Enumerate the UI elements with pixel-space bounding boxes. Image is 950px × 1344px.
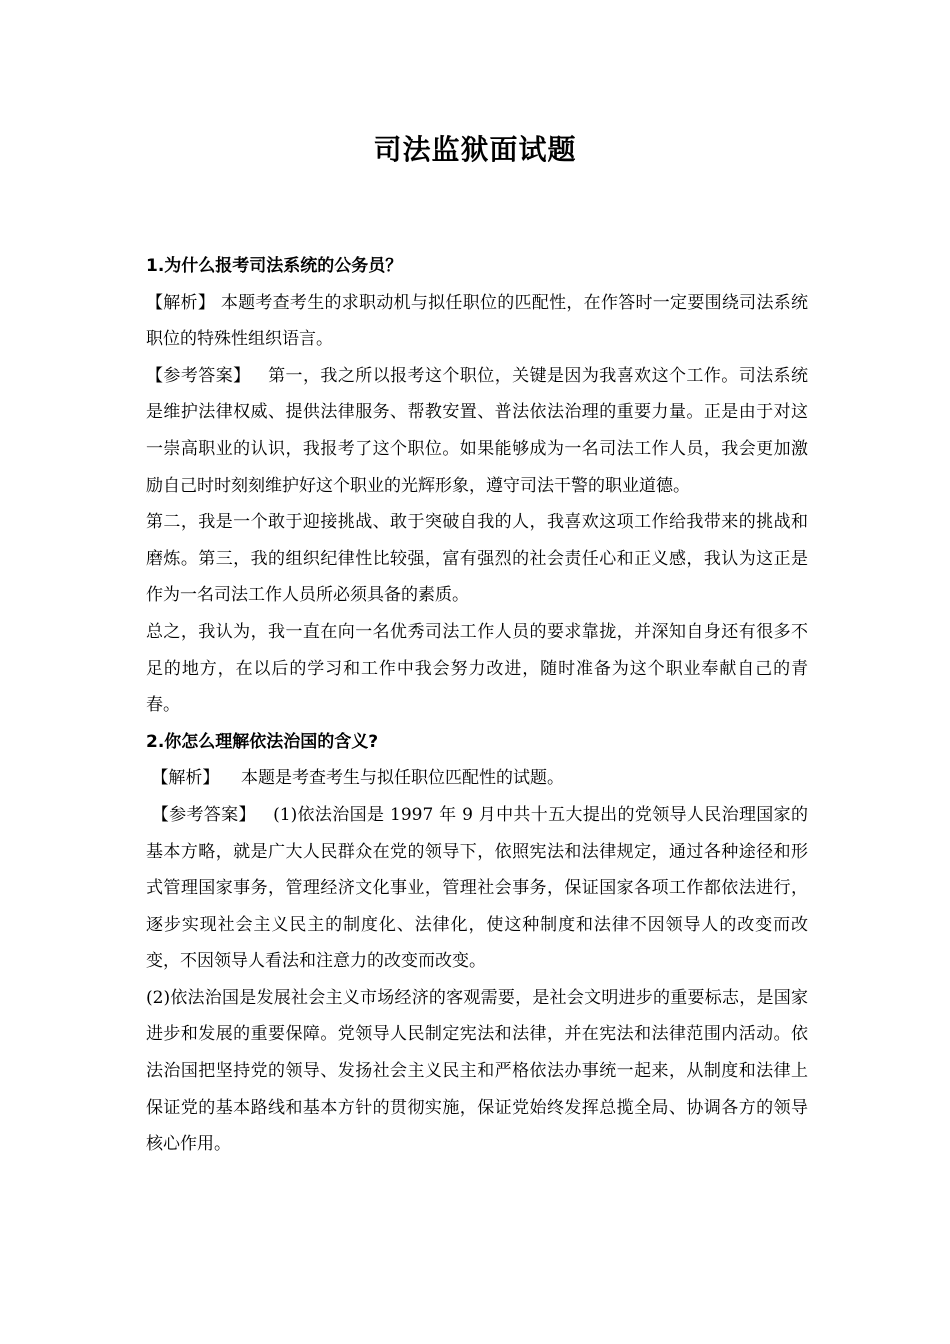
question-2-answer-paragraph-2: (2)依法治国是发展社会主义市场经济的客观需要，是社会文明进步的重要标志，是国家进步和发展的重要保障。党领导人民制定宪法和法律，并在宪法和法律范围内活动。依法治国把坚持党的领导、发扬社会主义民主和严格依法办事统一起来，从制度和法律上保证党的基本路线和基本方针的贯彻实施，保证党始终发挥总揽全局、协调各方的领导核心作用。 [146,987,808,1155]
question-1-analysis [146,285,808,358]
answer-text: 第一，我之所以报考这个职位，关键是因为我喜欢这个工作。司法系统是维护法律权威、提供法律服务、帮教安置、普法依法治理的重要力量。正是由于对这一崇高职业的认识，我报考了这个职位。如果能够成为一名司法工作人员，我会更加激励自己时时刻刻维护好这个职业的光辉形象，遵守司法干警的职业道德。 [146,365,809,496]
analysis-text: 本题是考查考生与拟任职位匹配性的试题。 [241,768,565,789]
question-1-answer-paragraph-2: 第二，我是一个敢于迎接挑战、敢于突破自我的人，我喜欢这项工作给我带来的挑战和磨炼。第三，我的组织纪律性比较强，富有强烈的社会责任心和正义感，我认为这正是作为一名司法工作人员所必须具备的素质。 [146,512,808,606]
analysis-tag: 【解析】 [151,768,220,789]
analysis-text: 本题考查考生的求职动机与拟任职位的匹配性，在作答时一定要围绕司法系统职位的特殊性组织语言。 [146,292,809,350]
analysis-tag: 【解析】 [146,292,216,313]
question-2-answer-paragraph-1 [146,797,808,980]
document-body [146,248,808,1163]
document-title: 司法监狱面试题 [373,133,577,166]
question-2-heading: 2.你怎么理解依法治国的含义? [146,731,379,752]
answer-tag: 【参考答案】 [146,365,251,386]
answer-tag: 【参考答案】 [151,804,256,825]
question-1-answer-paragraph-1 [146,358,808,504]
question-2-analysis [146,760,808,797]
answer-text: (1)依法治国是 1997 年 9 月中共十五大提出的党领导人民治理国家的基本方略，就是广大人民群众在党的领导下，依照宪法和法律规定，通过各种途径和形式管理国家事务，管理经济文化事业，管理社会事务，保证国家各项工作都依法进行，逐步实现社会主义民主的制度化、法律化，使这种制度和法律不因领导人的改变而改变，不因领导人看法和注意力的改变而改变。 [146,804,809,972]
question-1-answer-paragraph-3: 总之，我认为，我一直在向一名优秀司法工作人员的要求靠拢，并深知自身还有很多不足的地方，在以后的学习和工作中我会努力改进，随时准备为这个职业奉献自己的青春。 [146,621,808,716]
question-1-heading: 1.为什么报考司法系统的公务员？ [146,256,403,276]
